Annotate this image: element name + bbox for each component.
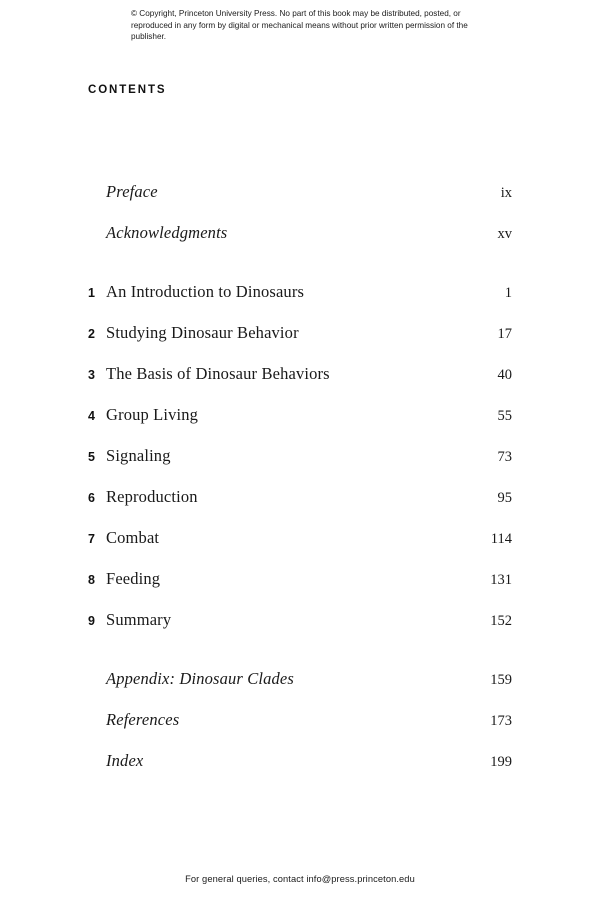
toc-entry-number: 8: [88, 573, 95, 587]
toc-entry-title: Studying Dinosaur Behavior: [106, 323, 299, 342]
toc-entry[interactable]: [88, 569, 512, 610]
toc-entry-title: Reproduction: [106, 487, 198, 506]
toc-entry-title: References: [106, 710, 180, 729]
toc-entry-page-number: 152: [490, 613, 512, 629]
toc-entry-number: 7: [88, 532, 95, 546]
toc-entry-page-number: 131: [490, 572, 512, 588]
copyright-notice: © Copyright, Princeton University Press. No part of this book may be distributed, posted, or reproduced in any form by digital or mechanical means without prior written permission of the publisher.: [131, 9, 468, 42]
toc-entry-title: Group Living: [106, 405, 199, 424]
page-title: CONTENTS: [88, 84, 167, 96]
toc-entry-page-number: 114: [490, 531, 512, 547]
toc-entry-title: Acknowledgments: [106, 223, 228, 242]
toc-entry-title: Index: [106, 751, 144, 770]
toc-entry-title: Feeding: [106, 569, 161, 588]
toc-entry[interactable]: [88, 364, 512, 405]
toc-entry[interactable]: [88, 669, 512, 710]
toc-entry[interactable]: [88, 446, 512, 487]
toc-entry-page-number: 159: [490, 672, 512, 688]
toc-entry-number: 6: [88, 491, 95, 505]
toc-entry-page-number: 199: [490, 754, 512, 770]
toc-entry-page-number: 173: [490, 713, 512, 729]
toc-entry-page-number: 95: [497, 490, 512, 506]
toc-entry-number: 9: [88, 614, 95, 628]
toc-entry-page-number: 73: [497, 449, 512, 465]
toc-entry-page-number: 55: [497, 408, 512, 424]
toc-entry-number: 3: [88, 368, 95, 382]
toc-entry-number: 2: [88, 327, 95, 341]
toc-entry-number: 1: [88, 286, 95, 300]
toc-entry-number: 4: [88, 409, 95, 423]
toc-entry[interactable]: [88, 223, 512, 264]
toc-entry-page-number: 40: [497, 367, 512, 383]
toc-entry[interactable]: [88, 323, 512, 364]
toc-entry[interactable]: [88, 282, 512, 323]
toc-entry-title: Combat: [106, 528, 160, 547]
toc-entry-title: The Basis of Dinosaur Behaviors: [106, 364, 330, 383]
toc-entry-title: Summary: [106, 610, 172, 629]
toc-entry-title: An Introduction to Dinosaurs: [106, 282, 305, 301]
table-of-contents: [88, 182, 512, 792]
toc-entry[interactable]: [88, 182, 512, 223]
toc-entry[interactable]: [88, 528, 512, 569]
toc-entry-title: Signaling: [106, 446, 171, 465]
toc-entry[interactable]: [88, 405, 512, 446]
toc-entry[interactable]: [88, 751, 512, 792]
toc-entry-page-number: 17: [497, 326, 512, 342]
toc-entry[interactable]: [88, 710, 512, 751]
toc-entry-title: Preface: [106, 182, 158, 201]
toc-entry-page-number: xv: [497, 226, 512, 242]
toc-entry[interactable]: [88, 487, 512, 528]
toc-entry-number: 5: [88, 450, 95, 464]
toc-entry[interactable]: [88, 610, 512, 651]
toc-entry-page-number: ix: [500, 185, 512, 201]
footer-query-note: For general queries, contact info@press.princeton.edu: [185, 874, 415, 884]
toc-entry-page-number: 1: [504, 285, 512, 301]
toc-entry-title: Appendix: Dinosaur Clades: [106, 669, 294, 688]
